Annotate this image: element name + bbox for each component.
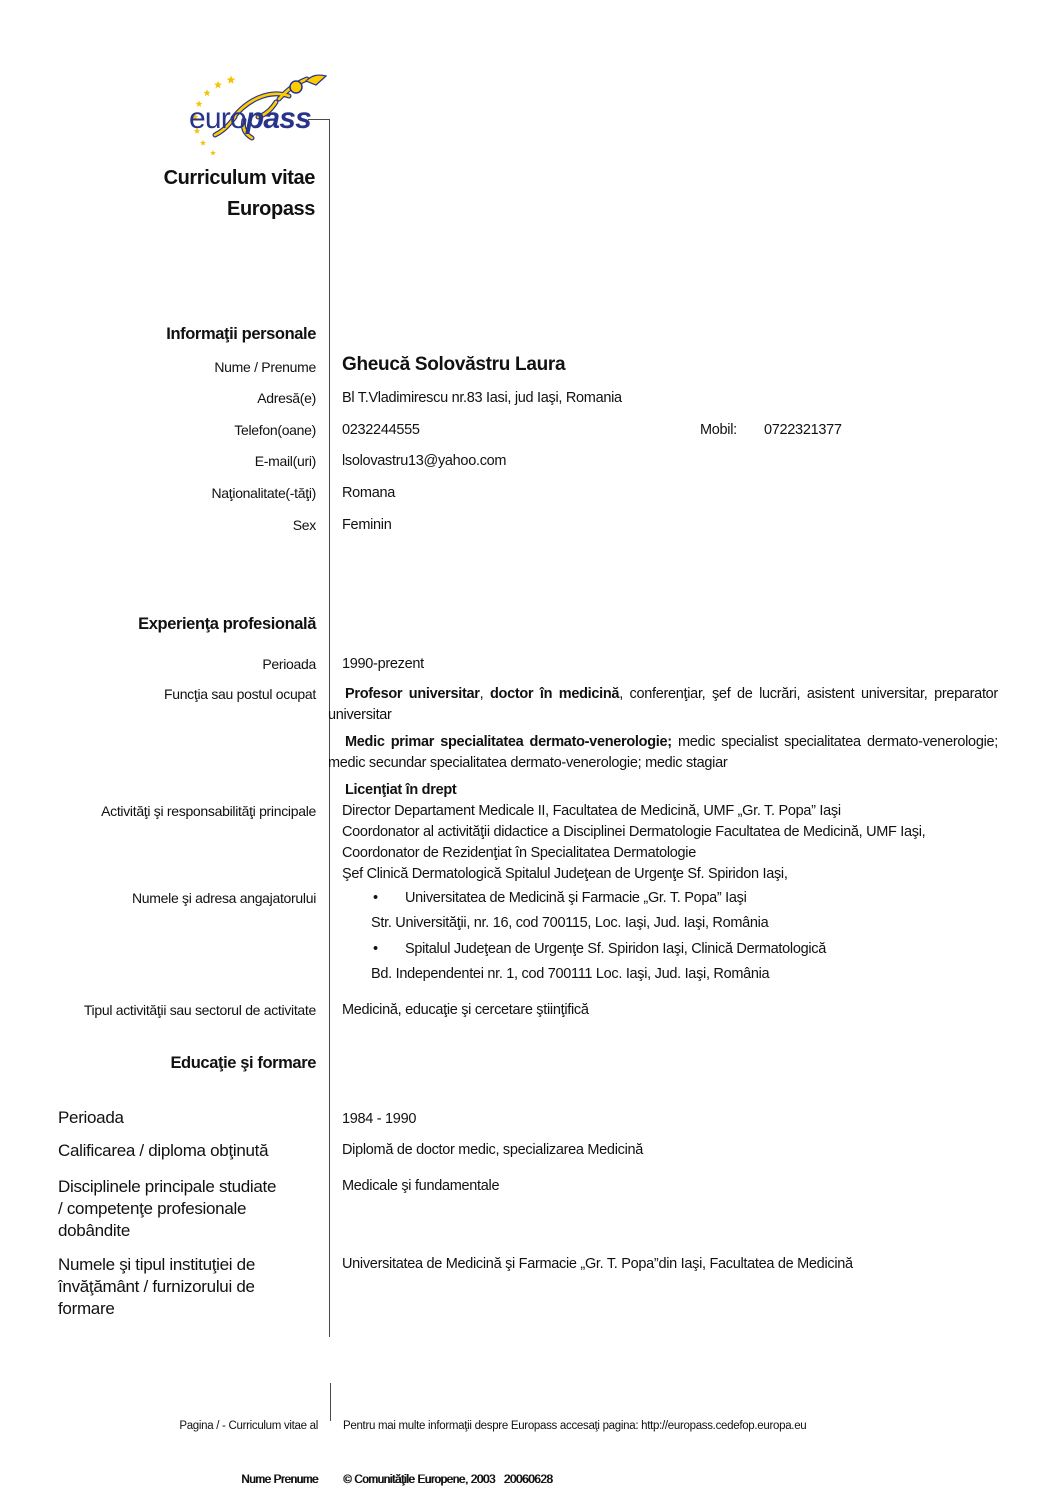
footer-left <box>0 1381 318 1497</box>
name-value: Gheucă Solovăstru Laura <box>342 354 566 375</box>
torch-flame <box>306 75 326 85</box>
footer-right <box>343 1381 1028 1497</box>
field-row-exp-period <box>0 654 1058 675</box>
field-row-position <box>0 684 1058 801</box>
field-row-activities <box>0 801 1058 885</box>
qualification-value: Diplomă de doctor medic, specializarea Medicină <box>342 1142 644 1158</box>
footer-page-info: Pagina / - Curriculum vitae al <box>179 1420 318 1432</box>
field-row-nationality <box>0 483 1058 504</box>
logo-text-pass: pass <box>245 102 312 135</box>
exp-period-value: 1990-prezent <box>342 656 424 672</box>
section-heading-experience <box>0 614 1058 635</box>
employer-name: Spitalul Judeţean de Urgenţe Sf. Spiridon Iaşi, Clinică Dermatologică <box>405 941 826 957</box>
section-heading-education <box>0 1053 1058 1074</box>
qualification-label: Calificarea / diploma obţinută <box>58 1141 269 1160</box>
document-title <box>0 163 315 225</box>
position-label: Funcţia sau postul ocupat <box>163 686 316 702</box>
phone-value-group <box>330 420 1058 441</box>
address-value: Bl T.Vladimirescu nr.83 Iasi, jud Iaşi, Romania <box>342 390 622 406</box>
footer-divider-line <box>330 1383 331 1421</box>
position-value <box>330 684 1058 801</box>
field-row-phone <box>0 420 1058 441</box>
field-row-employer <box>0 888 1058 990</box>
sector-label: Tipul activităţii sau sectorul de activitate <box>83 1002 316 1018</box>
title-line-2: Europass <box>227 198 315 220</box>
bullet-icon: • <box>373 941 378 957</box>
education-heading: Educaţie şi formare <box>170 1054 316 1072</box>
field-row-edu-period <box>0 1107 1058 1130</box>
field-row-institution <box>0 1254 1058 1320</box>
field-row-sector <box>0 1000 1058 1021</box>
institution-value: Universitatea de Medicină şi Farmacie „Gr. T. Popa”din Iaşi, Facultatea de Medicină <box>342 1256 853 1272</box>
employer-address: Bd. Independentei nr. 1, cod 700111 Loc. Iaşi, Jud. Iaşi, România <box>371 966 770 982</box>
activity-line: Coordonator de Rezidenţiat în Specialitatea Dermatologie <box>342 845 696 861</box>
sex-value: Feminin <box>342 517 392 533</box>
nationality-label: Naţionalitate(-tăţi) <box>211 485 316 501</box>
personal-heading: Informaţii personale <box>166 325 316 343</box>
employer-address: Str. Universităţii, nr. 16, cod 700115, Loc. Iaşi, Jud. Iaşi, România <box>371 915 769 931</box>
phone-label: Telefon(oane) <box>234 422 316 438</box>
subjects-label: Disciplinele principale studiate / competenţe profesionale dobândite <box>58 1177 277 1240</box>
experience-heading: Experienţa profesională <box>138 615 316 633</box>
field-row-email <box>0 451 1058 472</box>
position-paragraph-2: Medic primar specialitatea dermato-venerologie; medic specialist specialitatea dermato-venerologie; medic secundar specialitatea dermato-venerologie; medic stagiar <box>328 734 998 771</box>
employer-item <box>342 939 998 960</box>
figure-head <box>290 81 302 93</box>
field-row-address <box>0 388 1058 409</box>
phone-value: 0232244555 <box>342 422 420 438</box>
employer-label: Numele şi adresa angajatorului <box>132 890 316 906</box>
field-row-subjects <box>0 1176 1058 1242</box>
institution-label: Numele şi tipul instituţiei de învăţământ / furnizorului de formare <box>58 1255 255 1318</box>
europass-wordmark <box>189 103 311 135</box>
employer-item <box>342 888 998 909</box>
footer-europass-info: Pentru mai multe informaţii despre Europass accesaţi pagina: http://europass.cedefop.europa.eu <box>343 1420 807 1432</box>
employer-name: Universitatea de Medicină şi Farmacie „Gr. T. Popa” Iaşi <box>405 890 747 906</box>
activities-label: Activităţi şi responsabilităţi principale <box>101 803 316 819</box>
subjects-value: Medicale şi fundamentale <box>342 1178 500 1194</box>
mobile-value: 0722321377 <box>764 422 842 438</box>
email-value: lsolovastru13@yahoo.com <box>342 453 507 469</box>
sex-label: Sex <box>292 517 316 533</box>
edu-period-label: Perioada <box>58 1108 124 1127</box>
activity-line: Director Departament Medicale II, Facultatea de Medicină, UMF „Gr. T. Popa” Iaşi <box>342 803 841 819</box>
position-paragraph-3: Licenţiat în drept <box>345 782 457 798</box>
exp-period-label: Perioada <box>262 656 316 672</box>
bullet-icon: • <box>373 890 378 906</box>
email-label: E-mail(uri) <box>254 453 316 469</box>
activity-line: Coordonator al activităţii didactice a Disciplinei Dermatologie Facultatea de Medicină, UMF Iaşi, <box>342 824 926 840</box>
section-heading-personal <box>0 324 1058 345</box>
edu-period-value: 1984 - 1990 <box>342 1111 417 1127</box>
title-line-1: Curriculum vitae <box>163 167 315 189</box>
footer-name-placeholder: Nume Prenume <box>241 1474 318 1486</box>
field-row-qualification <box>0 1140 1058 1162</box>
field-row-sex <box>0 515 1058 536</box>
activities-value <box>330 801 1058 885</box>
mobile-label: Mobil: <box>700 422 737 438</box>
name-label: Nume / Prenume <box>214 359 316 375</box>
position-paragraph-1: Profesor universitar, doctor în medicină, conferenţiar, şef de lucrări, asistent universitar, preparator universitar <box>328 686 998 723</box>
logo-text-euro: euro <box>189 102 246 135</box>
footer-copyright: © Comunităţile Europene, 2003 20060628 <box>343 1474 553 1486</box>
address-label: Adresă(e) <box>257 390 316 406</box>
europass-logo <box>183 74 335 174</box>
sector-value: Medicină, educaţie şi cercetare ştiinţifică <box>342 1002 589 1018</box>
employer-value <box>330 888 1058 990</box>
activity-line: Şef Clinică Dermatologică Spitalul Judeţean de Urgenţe Sf. Spiridon Iaşi, <box>342 866 788 882</box>
field-row-name <box>0 353 1058 377</box>
nationality-value: Romana <box>342 485 396 501</box>
